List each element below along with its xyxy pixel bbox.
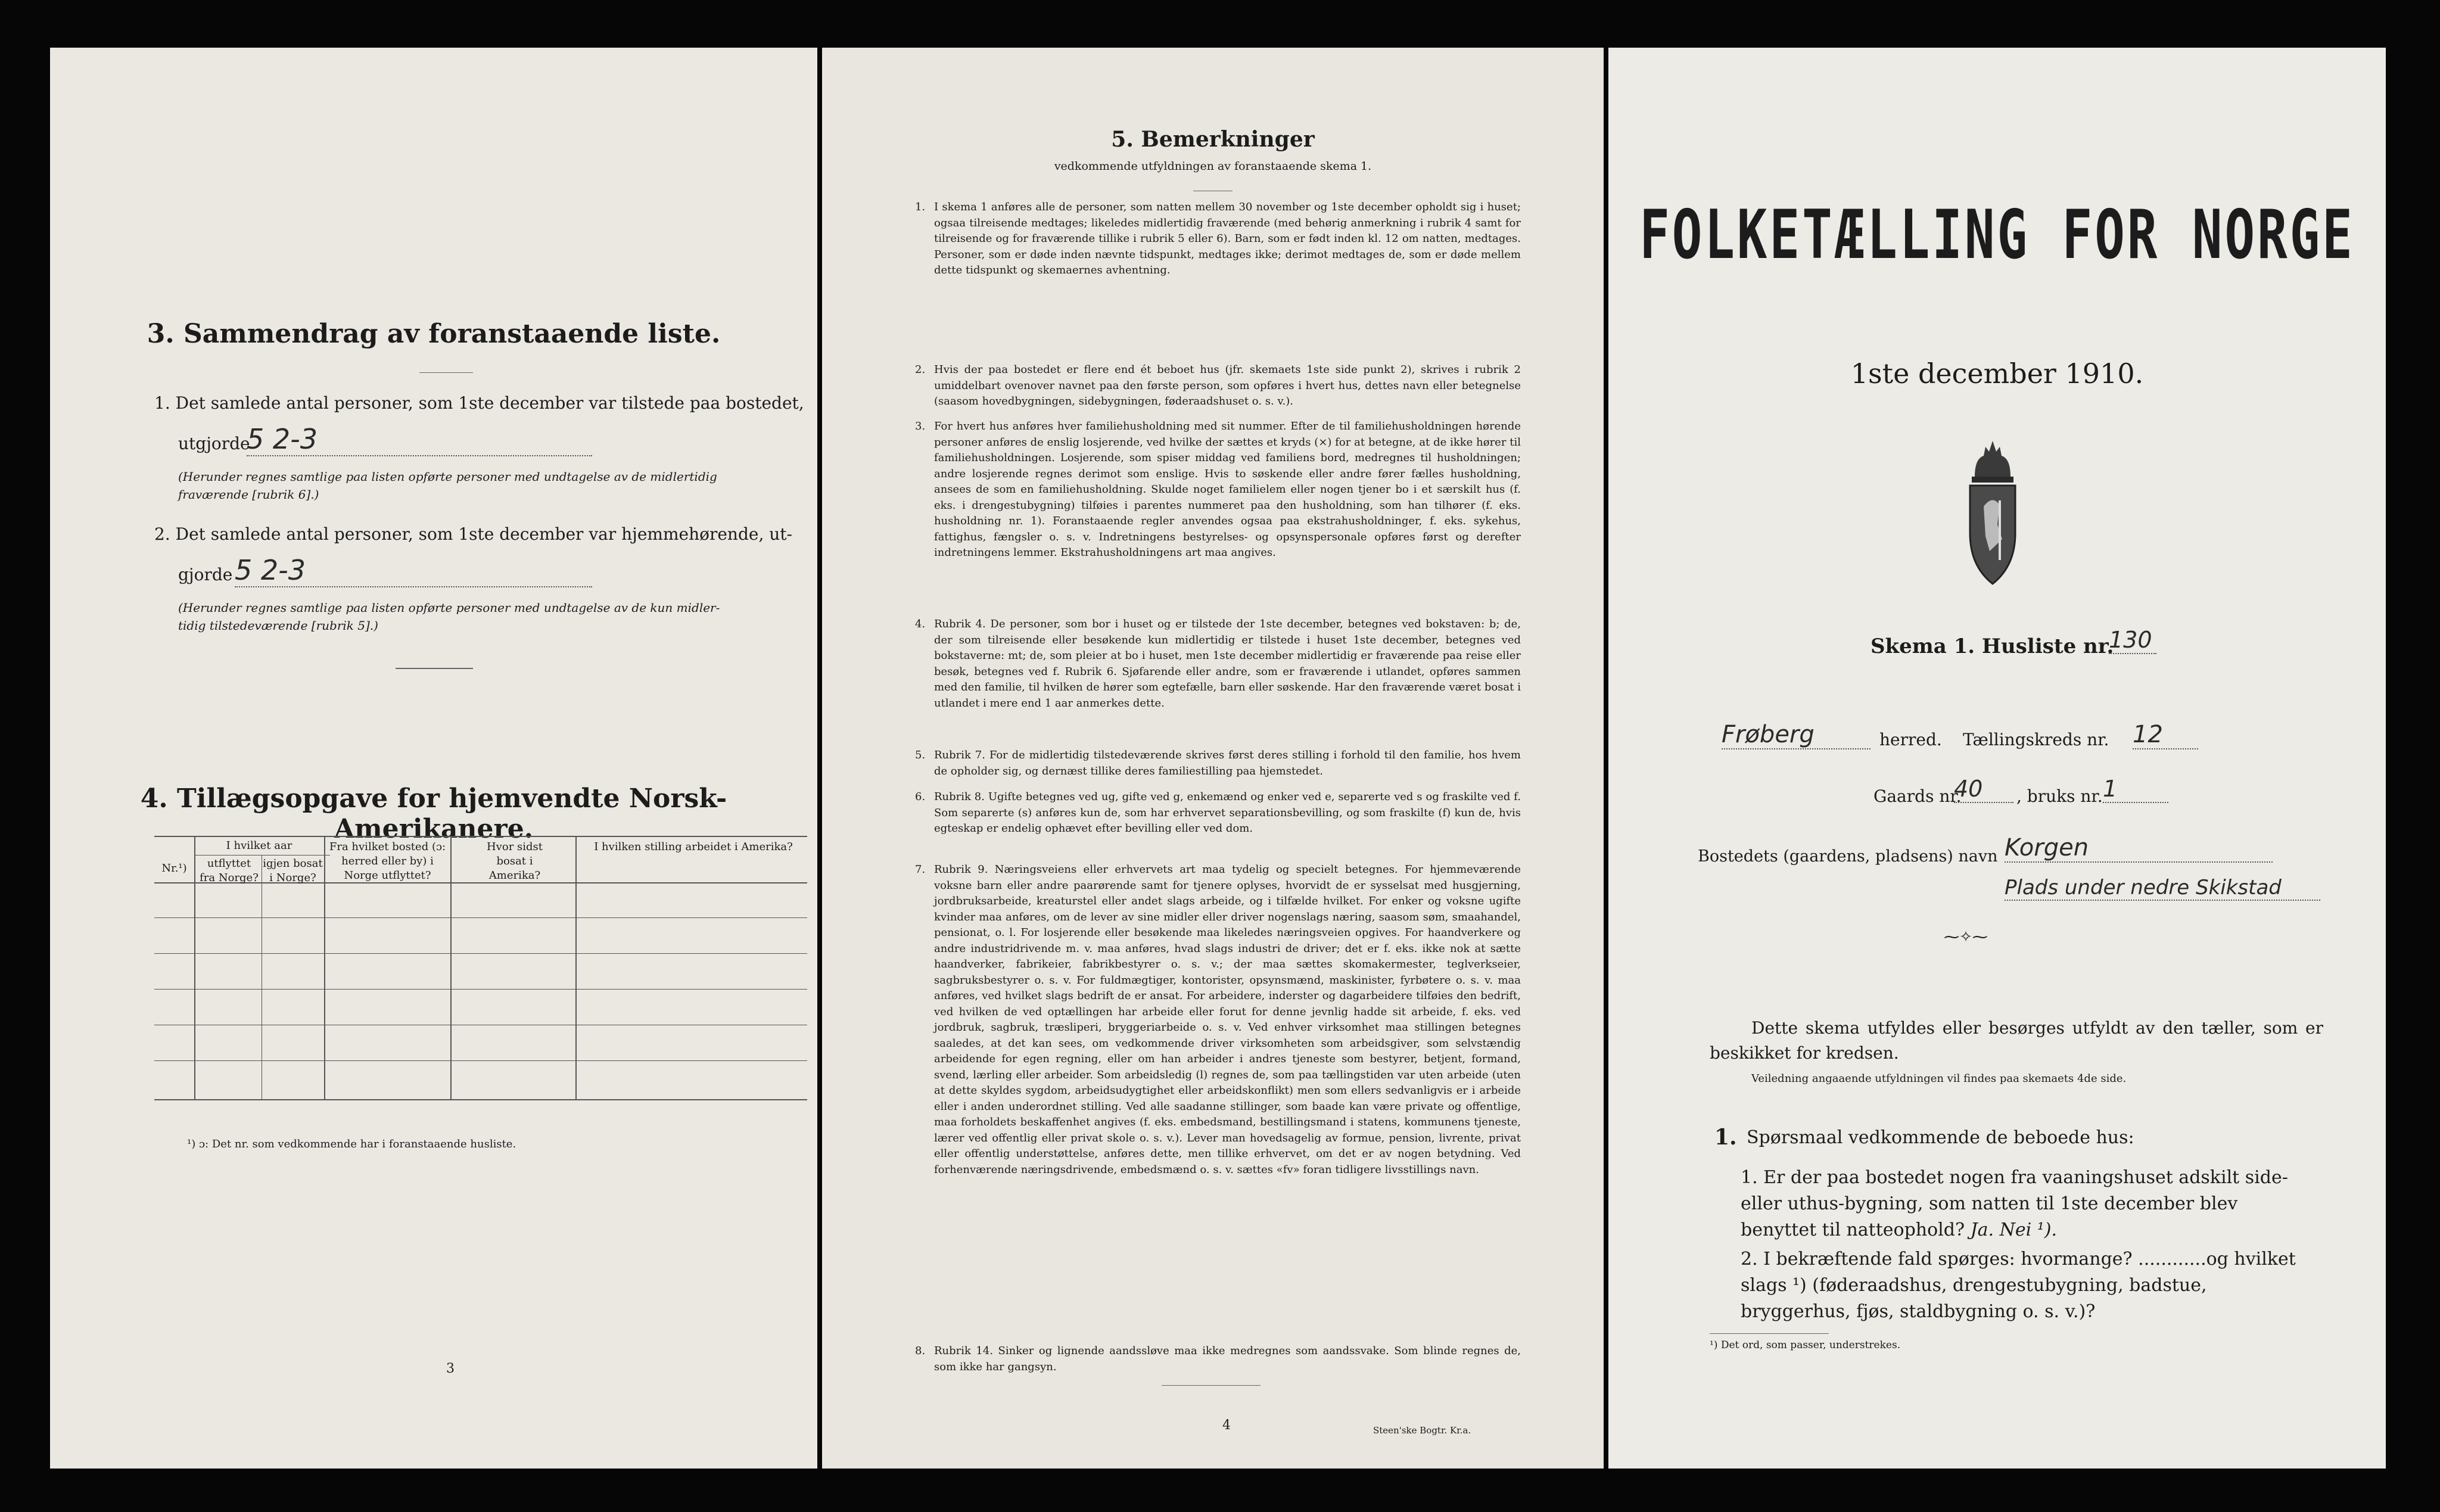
section4-title: 4. Tillægsopgave for hjemvendte Norsk-Amerikanere.	[140, 783, 727, 844]
husliste-nr: 130	[2109, 627, 2156, 654]
item1-note1: (Herunder regnes samtlige paa listen opførte personer med undtagelse av de midlertidig	[178, 469, 717, 484]
section3-title: 3. Sammendrag av foranstaaende liste.	[147, 319, 721, 349]
header-position: I hvilken stilling arbeidet i Amerika?	[594, 841, 793, 853]
remark-3: 3. For hvert hus anføres hver familiehusholdning med sit nummer. Efter de til familiehusholdningen hørende personer anføres de enslig losjerende, ved hvilke der sættes et kryds (×) for at betegne, at de ikke hører til familiehusholdningen. Losjerende, som spiser middag ved familiens bord, medregnes til husholdningen; andre losjerende regnes derimot som enslige. Hvis to søskende eller andre fører fælles husholdning, ansees de som en familiehusholdning. Skulde noget familielem eller nogen tjener bo i et særskilt hus (f. eks. i drengestubygning) tilføies i parentes nummeret paa den husholdning, som han tilhører (f. eks. husholdning nr. 1). Foranstaaende regler anvendes ogsaa paa ekstrahusholdninger, f. eks. sykehus, fattighus, fængsler o. s. v. Indretningens bestyrelses- og opsynspersonale opføres først og derefter indretningens lemmer. Ekstrahusholdningens art maa angives.	[915, 420, 1521, 559]
info-small: Veiledning angaaende utfyldningen vil findes paa skemaets 4de side.	[1751, 1072, 2127, 1085]
bruks-label: , bruks nr.	[2016, 786, 2103, 806]
questions-heading: Spørsmaal vedkommende de beboede hus:	[1747, 1127, 2134, 1148]
remark-1: 1. I skema 1 anføres alle de personer, som natten mellem 30 november og 1ste december opholdt sig i huset; ogsaa tilreisende medtages; likeledes midlertidig fraværende (med behørig anmerkning i rubrik 4 samt for tilreisende og for fraværende tillike i rubrik 5 eller 6). Barn, som er født inden kl. 12 om natten, medtages. Personer, som er døde inden nævnte tidspunkt, medtages ikke; derimot medtages de, som er døde mellem dette tidspunkt og skemaernes avhentning.	[915, 201, 1521, 276]
question-2: 2. I bekræftende fald spørges: hvormange? ............og hvilket slags ¹) (føderaadshus, drengestubygning, badstue, bryggerhus, fjøs, staldbygning o. s. v.)?	[1741, 1249, 2296, 1322]
page-number: 4	[1222, 1418, 1231, 1433]
section5-subtitle: vedkommende utfyldningen av foranstaaende skema 1.	[1054, 160, 1372, 173]
remark-4: 4. Rubrik 4. De personer, som bor i huset og er tilstede der 1ste december, betegnes ved bokstaven: b; de, der som tilreisende eller besøkende kun midlertidig er tilstede i huset 1ste december, betegnes ved bokstaverne: mt; de, som pleier at bo i huset, men 1ste december midlertidig er fraværende paa reise eller besøk, betegnes ved f. Rubrik 6. Sjøfarende eller andre, som er fraværende i utlandet, opføres sammen med den familie, til hvilken de hører som egtefælle, barn eller søskende. Har den fraværende været bosat i utlandet i mere end 1 aar anmerkes dette.	[915, 618, 1521, 710]
header-where-last: Hvor sidst bosat i Amerika?	[486, 841, 543, 882]
bosted-name-line2: Plads under nedre Skikstad	[2005, 876, 2320, 901]
gaards-label: Gaards nr.	[1873, 786, 1962, 806]
middle-page	[822, 48, 1604, 1469]
header-nr: Nr.¹)	[161, 862, 187, 875]
item2-note2: tidig tilstedeværende [rubrik 5].)	[178, 618, 378, 633]
item1-value: 5 2-3	[247, 423, 592, 456]
krets-nr: 12	[2133, 721, 2198, 749]
table-footnote: ¹) ɔ: Det nr. som vedkommende har i foranstaaende husliste.	[187, 1138, 516, 1150]
section5-title: 5. Bemerkninger	[1111, 127, 1315, 152]
info-text: Dette skema utfyldes eller besørges utfyldt av den tæller, som er beskikket for kredsen.	[1710, 1018, 2323, 1063]
remark-6: 6. Rubrik 8. Ugifte betegnes ved ug, gifte ved g, enkemænd og enker ved e, separerte ved s og fraskilte ved f. Som separerte (s) anføres kun de, som har erhvervet separationsbevilling, og som fraskilte (f) kun de, hvis egteskap er endelig ophævet efter bevilling eller ved dom.	[915, 791, 1521, 835]
remark-7: 7. Rubrik 9. Næringsveiens eller erhvervets art maa tydelig og specielt betegnes. For hjemmeværende voksne barn eller andre paarørende samt for tjenere oplyses, hvorvidt de er sysselsat med husgjerning, jordbruksarbeide, kreaturstel eller andet slags arbeide, og i tilfælde hvilket. For enker og voksne ugifte kvinder maa anføres, om de lever av sine midler eller driver nogenslags næring, saasom søm, smaahandel, pensionat, o. l. For losjerende eller besøkende maa likeledes næringsveien opgives. For haandverkere og andre industridrivende m. v. maa anføres, hvad slags industri de driver; det er f. eks. ikke nok at sætte haandverker, fabrikeier, fabrikbestyrer o. s. v.; der maa sættes skomakermester, teglverkseier, sagbruksbestyrer o. s. v. For fuldmægtiger, kontorister, opsynsmænd, maskinister, fyrbøtere o. s. v. maa anføres, ved hvilket slags bedrift de er ansat. For arbeidere, inderster og dagarbeidere tilføies den bedrift, ved hvilken de ved optællingen har arbeide eller forut for denne jevnlig hadde sit arbeide, f. eks. ved jordbruk, sagbruk, træsliperi, bryggeriarbeide o. s. v. Ved enhver virksomhet maa stillingen betegnes saaledes, at det kan sees, om vedkommende driver virksomheten som arbeidsgiver, som selvstændig arbeidende for egen regning, eller om han arbeider i andres tjeneste som bestyrer, betjent, formand, svend, lærling eller arbeider. Som arbeidsledig (l) regnes de, som paa tællingstiden var uten arbeide (uten at dette skyldes sygdom, arbeidsudygtighet eller arbeidskonflikt) men som ellers sedvanligvis er i arbeide eller i anden underordnet stilling. Ved alle saadanne stillinger, som baade kan være private og offentlige, maa forholdets beskaffenhet angives (f. eks. embedsmand, bestillingsmand i statens, kommunens tjeneste, lærer ved offentlig eller privat skole o. s. v.). Lever man hovedsagelig av formue, pension, livrente, privat eller offentlig understøttelse, anføres dette, men tillike erhvervet, om det er av nogen betydning. Ved forhenværende næringsdrivende, embedsmænd o. s. v. sættes «fv» foran tidligere livsstillings navn.	[915, 863, 1521, 1176]
bruks-nr: 1	[2103, 776, 2168, 803]
header-from-where: Fra hvilket bosted (ɔ: herred eller by) i Norge utflyttet?	[329, 841, 446, 882]
right-page	[1608, 48, 2386, 1469]
questions-heading-num: 1.	[1714, 1125, 1737, 1150]
bosted-label: Bostedets (gaardens, pladsens) navn	[1698, 847, 1998, 866]
remark-8: 8. Rubrik 14. Sinker og lignende aandssløve maa ikke medregnes som aandssvake. Som blinde regnes de, som ikke har gangsyn.	[915, 1345, 1521, 1373]
header-year-group: I hvilket aar	[226, 839, 292, 852]
remark-5: 5. Rubrik 7. For de midlertidig tilstedeværende skrives først deres stilling i forhold til den familie, hos hvem de opholder sig, og dernæst tillike deres familiestilling paa hjemstedet.	[915, 749, 1521, 777]
left-page	[50, 48, 817, 1469]
ornament-icon: ⁓✧⁓	[1944, 928, 1988, 946]
herred-name: Frøberg	[1722, 721, 1871, 749]
header-returned: igjen bosat i Norge?	[263, 857, 323, 884]
item1-note2: fraværende [rubrik 6].)	[178, 487, 319, 502]
bosted-name: Korgen	[2005, 834, 2273, 863]
divider	[1162, 1385, 1261, 1386]
gaards-nr: 40	[1954, 776, 2013, 803]
item2-value: 5 2-3	[235, 554, 592, 587]
norway-coat-of-arms-icon	[1963, 435, 2022, 593]
question-1-answer: Ja. Nei ¹).	[1970, 1219, 2058, 1240]
krets-label: Tællingskreds nr.	[1963, 730, 2109, 749]
item1-lead: utgjorde	[178, 434, 250, 453]
divider	[1710, 1333, 1829, 1334]
herred-label: herred.	[1879, 730, 1942, 749]
item2-note1: (Herunder regnes samtlige paa listen opførte personer med undtagelse av de kun midler-	[178, 601, 720, 615]
schema-label: Skema 1. Husliste nr.	[1871, 634, 2114, 658]
census-date: 1ste december 1910.	[1850, 357, 2144, 390]
item1-line1: 1. Det samlede antal personer, som 1ste december var tilstede paa bostedet,	[154, 393, 804, 413]
item2-line1: 2. Det samlede antal personer, som 1ste december var hjemmehørende, ut-	[154, 524, 792, 544]
divider	[396, 668, 473, 669]
right-footnote: ¹) Det ord, som passer, understrekes.	[1710, 1339, 1901, 1351]
item2-lead: gjorde	[178, 565, 233, 584]
census-title: FOLKETÆLLING FOR NORGE	[1639, 195, 2355, 275]
question-1: 1. Er der paa bostedet nogen fra vaaningshuset adskilt side- eller uthus-bygning, som natten til 1ste december blev benyttet til natteophold? Ja. Nei ¹).	[1741, 1167, 2288, 1240]
remark-2: 2. Hvis der paa bostedet er flere end ét beboet hus (jfr. skemaets 1ste side punkt 2), skrives i rubrik 2 umiddelbart ovenover navnet paa den første person, som opføres i hvert hus, dettes navn eller betegnelse (saasom hovedbygningen, sidebygningen, føderaadshuset o. s. v.).	[915, 363, 1521, 407]
header-emigrated: utflyttet fra Norge?	[200, 857, 259, 884]
page-number: 3	[446, 1361, 455, 1376]
divider	[419, 372, 473, 373]
printer-mark: Steen'ske Bogtr. Kr.a.	[1373, 1425, 1471, 1436]
